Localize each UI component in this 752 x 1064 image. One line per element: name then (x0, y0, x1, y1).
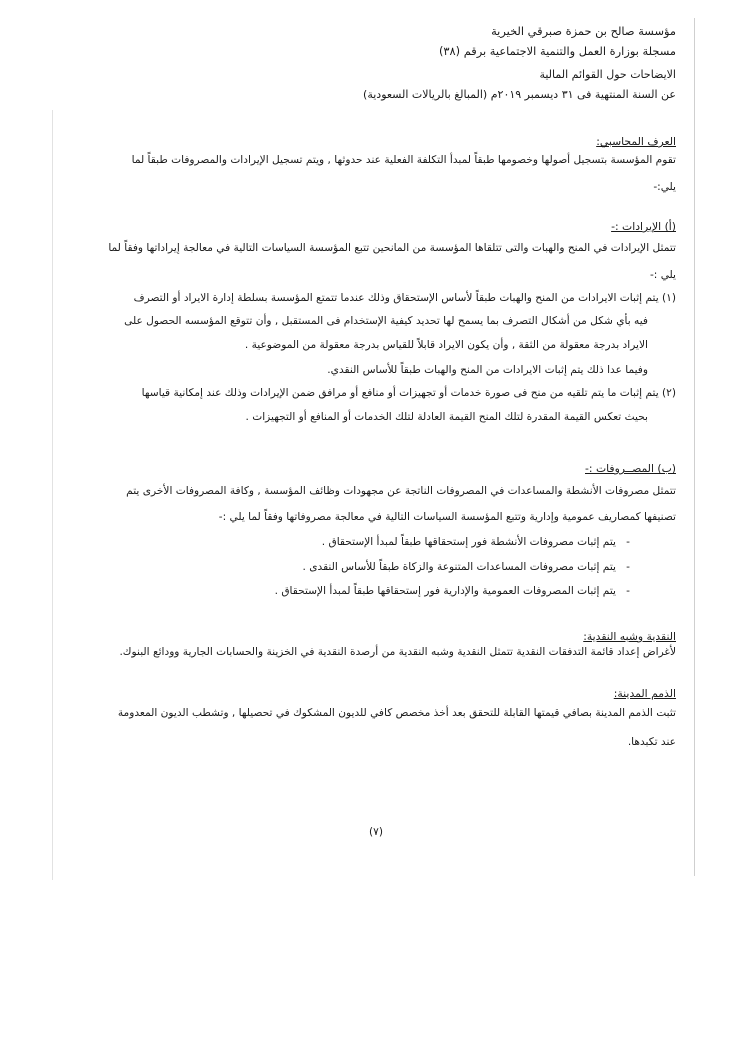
paragraph-line: يلي :- (649, 269, 676, 281)
scan-edge-left (52, 110, 53, 880)
bullet-dash: - (626, 536, 630, 548)
bullet-dash: - (626, 561, 630, 573)
bullet-dash: - (626, 585, 630, 597)
bullet-item (30, 584, 640, 598)
report-period: عن السنة المنتهية فى ٣١ ديسمبر ٢٠١٩م (المبالغ بالريالات السعودية) (363, 88, 676, 101)
page-number: (٧) (369, 826, 383, 838)
paragraph-line: تثبت الذمم المدينة بصافي قيمتها القابلة للتحقق بعد أخذ مخصص كافي للديون المشكوك في تحصيلها , وتشطب الديون المعدومة (117, 707, 676, 719)
bullet-item (30, 535, 640, 549)
paragraph-line: لأغراض إعداد قائمة التدفقات النقدية تتمثل النقدية وشبه النقدية من أرصدة النقدية في الخزينة والحسابات الجارية وودائع البنوك. (119, 646, 676, 658)
paragraph-line: تقوم المؤسسة بتسجيل أصولها وخصومها طبقاً لمبدأ التكلفة الفعلية عند حدوثها , ويتم تسجيل الإيرادات والمصروفات طبقاً لما (131, 154, 676, 166)
bullet-item (30, 560, 640, 574)
numbered-item-1-cont: وفيما عدا ذلك يتم إثبات الايرادات من المنح والهبات طبقاً للأساس النقدي. (327, 364, 648, 376)
org-name: مؤسسة صالح بن حمزة صبرقي الخيرية (491, 24, 676, 38)
paragraph-line: تصنيفها كمصاريف عمومية وإدارية وتتبع المؤسسة السياسات التالية في معالجة مصروفاتها وفقاً لما يلي :- (218, 511, 676, 523)
scan-edge-right (694, 18, 695, 876)
paragraph-line: تتمثل الإيرادات في المنح والهبات والتى تتلقاها المؤسسة من المانحين تتبع المؤسسة السياسات التالية في معالجة إيراداتها وفقاً لما (108, 242, 676, 254)
bullet-text: يتم إثبات المصروفات العمومية والإدارية فور إستحقاقها طبقاً لمبدأ الإستحقاق . (274, 585, 616, 597)
numbered-item-1-cont: الايراد بدرجة معقولة من الثقة , وأن يكون الايراد قابلاً للقياس بدرجة معقولة من الموضوعية . (244, 339, 648, 351)
section-title-cash: النقدية وشبه النقدية: (583, 630, 676, 643)
section-title-revenues: (أ) الإيرادات :- (611, 220, 676, 233)
section-title-expenses: (ب) المصــروفات :- (585, 462, 676, 475)
paragraph-line: تتمثل مصروفات الأنشطة والمساعدات في المصروفات الناتجة عن مجهودات وظائف المؤسسة , وكافة المصروفات الأخرى يتم (126, 485, 676, 497)
numbered-item-2: (٢) يتم إثبات ما يتم تلقيه من منح فى صورة خدمات أو تجهيزات أو منافع أو مرافق ضمن الإيرادات وذلك عند إمكانية قياسها (141, 387, 676, 399)
section-title-accounting: العرف المحاسبي: (596, 135, 676, 148)
section-title-receivables: الذمم المدينة: (613, 687, 676, 700)
bullet-text: يتم إثبات مصروفات الأنشطة فور إستحقاقها طبقاً لمبدأ الإستحقاق . (321, 536, 616, 548)
bullet-text: يتم إثبات مصروفات المساعدات المتنوعة والزكاة طبقاً للأساس النقدى . (302, 561, 616, 573)
paragraph-line: يلي:- (653, 181, 676, 193)
numbered-item-1-cont: فيه بأي شكل من أشكال التصرف بما يسمح لها تحديد كيفية الإستخدام فى المستقبل , وأن تتوقع المؤسسه الحصول على (124, 315, 648, 327)
registration-line: مسجلة بوزارة العمل والتنمية الاجتماعية برقم (٣٨) (438, 44, 676, 58)
numbered-item-1: (١) يتم إثبات الايرادات من المنح والهبات طبقاً لأساس الإستحقاق وذلك عندما تتمتع المؤسسة بسلطة إدارة الايراد أو التصرف (133, 292, 676, 304)
paragraph-line: عند تكبدها. (627, 736, 676, 748)
numbered-item-2-cont: بحيث تعكس القيمة المقدرة لتلك المنح القيمة العادلة لتلك الخدمات أو المنافع أو التجهيزات . (245, 411, 648, 423)
report-title: الايضاحات حول القوائم المالية (539, 68, 676, 81)
